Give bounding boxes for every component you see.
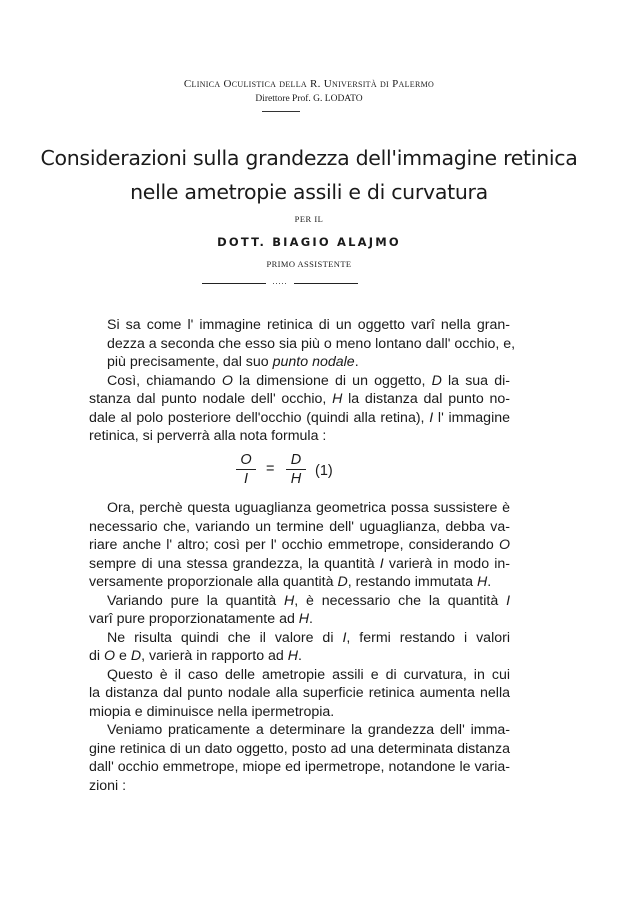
fraction-o-over-i	[236, 452, 256, 487]
body-text	[89, 316, 516, 446]
denominator: I	[243, 471, 249, 487]
paragraph-3	[89, 499, 510, 592]
text-line: gine retinica di un dato oggetto, posto ad una determinata distanza	[89, 740, 510, 757]
section-ornament	[202, 277, 358, 286]
text-line: versamente proporzionale alla quantità D, restando immutata H.	[89, 574, 492, 590]
director-rule	[262, 111, 300, 112]
text-line: Ne risulta quindi che il valore di I, fermi restando i valori	[107, 629, 510, 646]
ornament-dots: .....	[272, 277, 288, 286]
fraction-d-over-h	[286, 452, 306, 487]
director-line: Direttore Prof. G. LODATO	[255, 94, 363, 104]
formula-1	[236, 452, 376, 492]
equation-number: (1)	[315, 463, 333, 479]
text-line: Variando pure la quantità H, è necessario che la quantità I	[107, 592, 511, 609]
paragraph-5	[89, 629, 510, 666]
text-line: sempre di una stessa grandezza, la quantità I varierà in modo in-	[89, 555, 511, 572]
fraction-bar	[286, 469, 306, 470]
ornament-rule-right	[294, 283, 358, 284]
text-line: varî pure proporzionatamente ad H.	[89, 611, 313, 627]
emphasis-punto-nodale: punto nodale	[272, 354, 355, 370]
text-line: retinica, si perverrà alla nota formula :	[89, 428, 327, 444]
byline-per: PER IL	[294, 214, 324, 224]
equals-sign: =	[266, 461, 275, 477]
text-line: stanza dal punto nodale dell' occhio, H la distanza dal punto no-	[89, 391, 510, 407]
text-line: la distanza dal punto nodale alla superficie retinica aumenta nella	[89, 685, 510, 701]
clinic-heading: Clinica Oculistica della R. Università di Palermo	[183, 78, 435, 90]
text-line: Ora, perchè questa uguaglianza geometrica possa sussistere è	[107, 500, 510, 516]
fraction-bar	[236, 469, 256, 470]
denominator: H	[290, 471, 302, 487]
article-title-line-1: Considerazioni sulla grandezza dell'immagine retinica	[40, 146, 578, 170]
ornament-rule-left	[202, 283, 266, 284]
text-line: più precisamente, dal suo punto nodale.	[107, 354, 359, 370]
author-role: PRIMO ASSISTENTE	[266, 259, 352, 269]
text-line: dall' occhio emmetrope, miope ed ipermetrope, notandone le varia-	[89, 759, 510, 775]
paragraph-6	[89, 666, 510, 722]
paragraph-1	[89, 316, 516, 372]
author-name: DOTT. BIAGIO ALAJMO	[217, 235, 401, 249]
text-line: zioni :	[89, 777, 127, 794]
text-line: miopia e diminuisce nella ipermetropia.	[89, 703, 335, 720]
numerator: D	[290, 452, 302, 468]
paragraph-4	[89, 592, 510, 629]
text-line: Veniamo praticamente a determinare la grandezza dell' imma-	[107, 722, 510, 738]
numerator: O	[240, 452, 252, 468]
text-line: Questo è il caso delle ametropie assili e di curvatura, in cui	[107, 666, 510, 683]
body-text-continued	[89, 499, 510, 795]
text-line: Si sa come l' immagine retinica di un oggetto varî nella gran-	[107, 317, 510, 333]
paragraph-2	[89, 372, 510, 446]
text-line: necessario che, variando un termine dell' uguaglianza, debba va-	[89, 518, 510, 535]
text-line: riare anche l' altro; così per l' occhio emmetrope, considerando O	[89, 537, 510, 553]
text-line: Così, chiamando O la dimensione di un oggetto, D la sua di-	[107, 372, 510, 389]
article-title-line-2: nelle ametropie assili e di curvatura	[130, 180, 488, 204]
text-line: dale al polo posteriore dell'occhio (quindi alla retina), I l' immagine	[89, 409, 511, 426]
paragraph-7	[89, 721, 510, 795]
text-line: di O e D, varierà in rapporto ad H.	[89, 648, 302, 664]
text-line: dezza a seconda che esso sia più o meno lontano dall' occhio, e,	[107, 335, 516, 352]
